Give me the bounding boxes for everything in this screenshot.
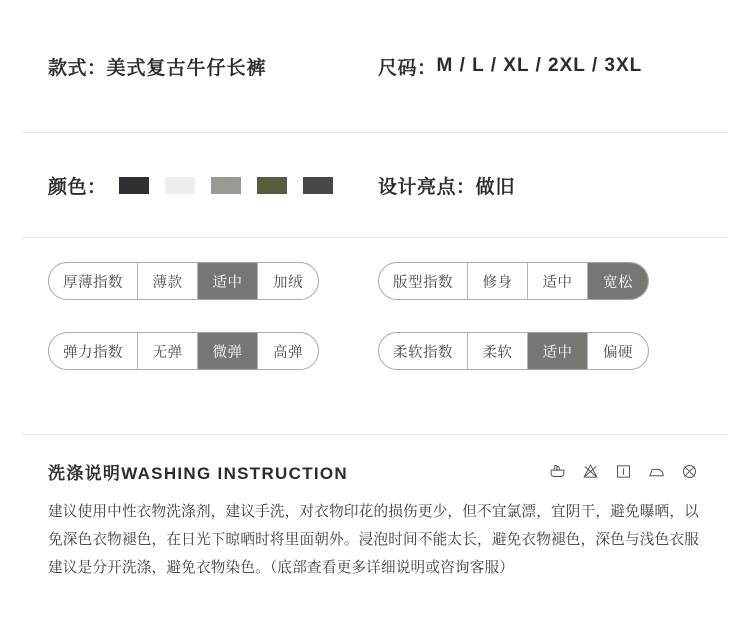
index-column-left: [48, 262, 378, 434]
washing-icon-group: [549, 463, 702, 480]
color-swatches: [119, 177, 349, 194]
fit-option-slim[interactable]: 修身: [468, 263, 528, 299]
softness-option-soft[interactable]: 柔软: [468, 333, 528, 369]
fit-index-pill: [378, 262, 649, 300]
fit-index-label: 版型指数: [379, 263, 468, 299]
fit-option-loose[interactable]: 宽松: [588, 263, 648, 299]
thickness-index-pill: [48, 262, 319, 300]
elasticity-index-label: 弹力指数: [49, 333, 138, 369]
elasticity-option-high[interactable]: 高弹: [273, 344, 303, 361]
softness-index-label: 柔软指数: [379, 333, 468, 369]
size-group: [378, 53, 702, 80]
color-swatch[interactable]: [303, 177, 333, 194]
elasticity-option-none[interactable]: 无弹: [138, 333, 198, 369]
elasticity-index-pill: [48, 332, 319, 370]
highlight-group: [378, 172, 702, 199]
color-group: [48, 172, 378, 199]
iron-low-icon: [648, 463, 665, 480]
washing-header: [48, 459, 702, 484]
highlight-value: 做旧: [475, 176, 516, 198]
no-dryclean-icon: [681, 463, 698, 480]
washing-body-text: 建议使用中性衣物洗涤剂，建议手洗，对衣物印花的损伤更少，但不宜氯漂，宜阴干，避免曝晒，以免深色衣物褪色，在日光下晾晒时将里面朝外。浸泡时间不能太长，避免衣物褪色，深色与浅色衣服建议是分开洗涤，避免衣物染色。（底部查看更多详细说明或咨询客服）: [48, 504, 699, 576]
style-size-row: [0, 0, 750, 132]
elasticity-option-slight[interactable]: 微弹: [198, 333, 258, 369]
color-label: 颜色：: [48, 176, 107, 198]
style-label: 款式：: [48, 57, 107, 79]
softness-option-medium[interactable]: 适中: [528, 333, 588, 369]
no-bleach-icon: [582, 463, 599, 480]
style-group: [48, 53, 378, 80]
color-swatch[interactable]: [257, 177, 287, 194]
index-column-right: [378, 262, 702, 434]
highlight-label: 设计亮点：: [378, 176, 476, 198]
style-value: 美式复古牛仔长裤: [106, 57, 267, 79]
thickness-option-thin[interactable]: 薄款: [138, 263, 198, 299]
color-swatch[interactable]: [119, 177, 149, 194]
color-swatch[interactable]: [165, 177, 195, 194]
softness-index-pill: [378, 332, 649, 370]
thickness-option-fleece[interactable]: 加绒: [273, 274, 303, 291]
washing-title: 洗涤说明WASHING INSTRUCTION: [48, 464, 349, 483]
fit-option-regular[interactable]: 适中: [528, 263, 588, 299]
softness-option-stiff[interactable]: 偏硬: [603, 344, 633, 361]
thickness-option-medium[interactable]: 适中: [198, 263, 258, 299]
size-value: M / L / XL / 2XL / 3XL: [436, 55, 643, 76]
color-highlight-row: [0, 133, 750, 237]
hand-wash-icon: [549, 463, 566, 480]
washing-section: [0, 435, 750, 582]
color-swatch[interactable]: [211, 177, 241, 194]
thickness-index-label: 厚薄指数: [49, 263, 138, 299]
size-label: 尺码：: [378, 57, 437, 79]
index-section: [0, 238, 750, 434]
tumble-dry-icon: [615, 463, 632, 480]
